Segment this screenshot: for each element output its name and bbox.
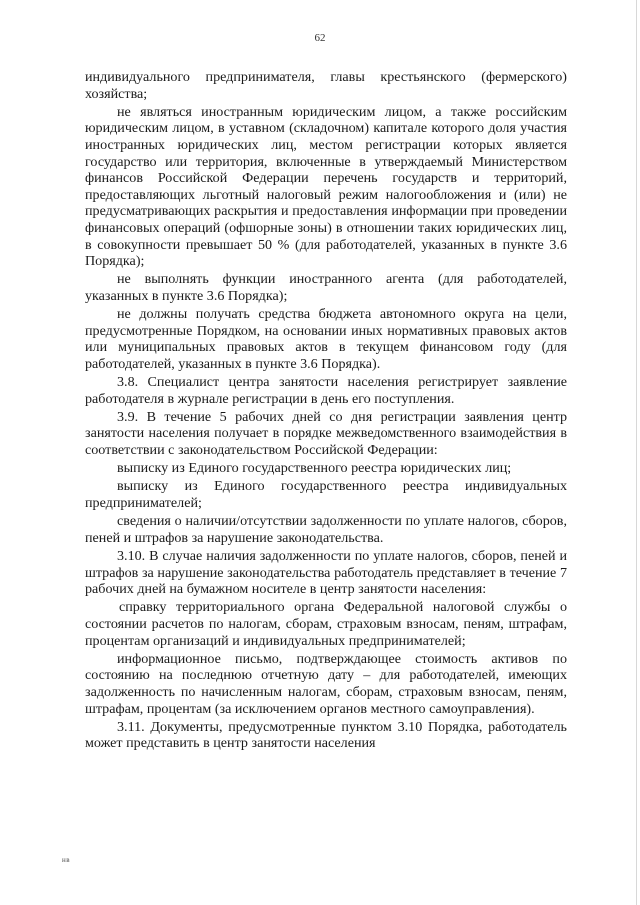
paragraph: не выполнять функции иностранного агента (для работодателей, указанных в пункте 3.6 Порядка);	[85, 271, 567, 304]
paragraph: 3.8. Специалист центра занятости населения регистрирует заявление работодателя в журнале регистрации в день его поступления.	[85, 374, 567, 407]
paragraph: выписку из Единого государственного реестра юридических лиц;	[117, 460, 512, 477]
footer-initials: нв	[62, 856, 71, 864]
page-number: 62	[314, 32, 326, 44]
paragraph: индивидуального предпринимателя, главы крестьянского (фермерского) хозяйства;	[85, 69, 567, 102]
paragraph: выписку из Единого государственного реестра индивидуальных предпринимателей;	[85, 478, 567, 511]
paragraph: 3.9. В течение 5 рабочих дней со дня регистрации заявления центр занятости населения получает в порядке межведомственного взаимодействия в соответствии с законодательством Российской Федерации:	[85, 408, 567, 459]
paragraph: справку территориального органа Федеральной налоговой службы о состоянии расчетов по налогам, сборам, страховым взносам, пеням, штрафам, процентам организаций и индивидуальных предпринимателей;	[85, 599, 567, 649]
scan-edge-line	[636, 0, 637, 905]
paragraph: не должны получать средства бюджета автономного округа на цели, предусмотренные Порядком, на основании иных нормативных правовых актов или муниципальных правовых актов в текущем финансовом году (для работодателей, указанных в пункте 3.6 Порядка).	[85, 306, 567, 372]
paragraph: 3.11. Документы, предусмотренные пунктом 3.10 Порядка, работодатель может представить в центр занятости населения	[85, 718, 567, 752]
paragraph: не являться иностранным юридическим лицом, а также российским юридическим лицом, в уставном (складочном) капитале которого доля участия иностранных юридических лиц, местом регистрации которых является государство или территория, включенные в утверждаемый Министерством финансов Российской Федерации перечень государств и территорий, предоставляющих льготный налоговый режим налогообложения и (или) не предусматривающих раскрытия и предоставления информации при проведении финансовых операций (офшорные зоны) в отношении таких юридических лиц, в совокупности превышает 50 % (для работодателей, указанных в пункте 3.6 Порядка);	[85, 103, 567, 270]
body-text	[85, 69, 567, 753]
paragraph: информационное письмо, подтверждающее стоимость активов по состоянию на последнюю отчетную дату – для работодателей, имеющих задолженность по начисленным налогам, сборам, страховым взносам, пеням, штрафам, процентам (за исключением органов местного самоуправления).	[85, 650, 567, 717]
paragraph: 3.10. В случае наличия задолженности по уплате налогов, сборов, пеней и штрафов за нарушение законодательства работодатель представляет в течение 7 рабочих дней на бумажном носителе в центр занятости населения:	[85, 547, 567, 598]
paragraph: сведения о наличии/отсутствии задолженности по уплате налогов, сборов, пеней и штрафов за нарушение законодательства.	[85, 513, 567, 546]
